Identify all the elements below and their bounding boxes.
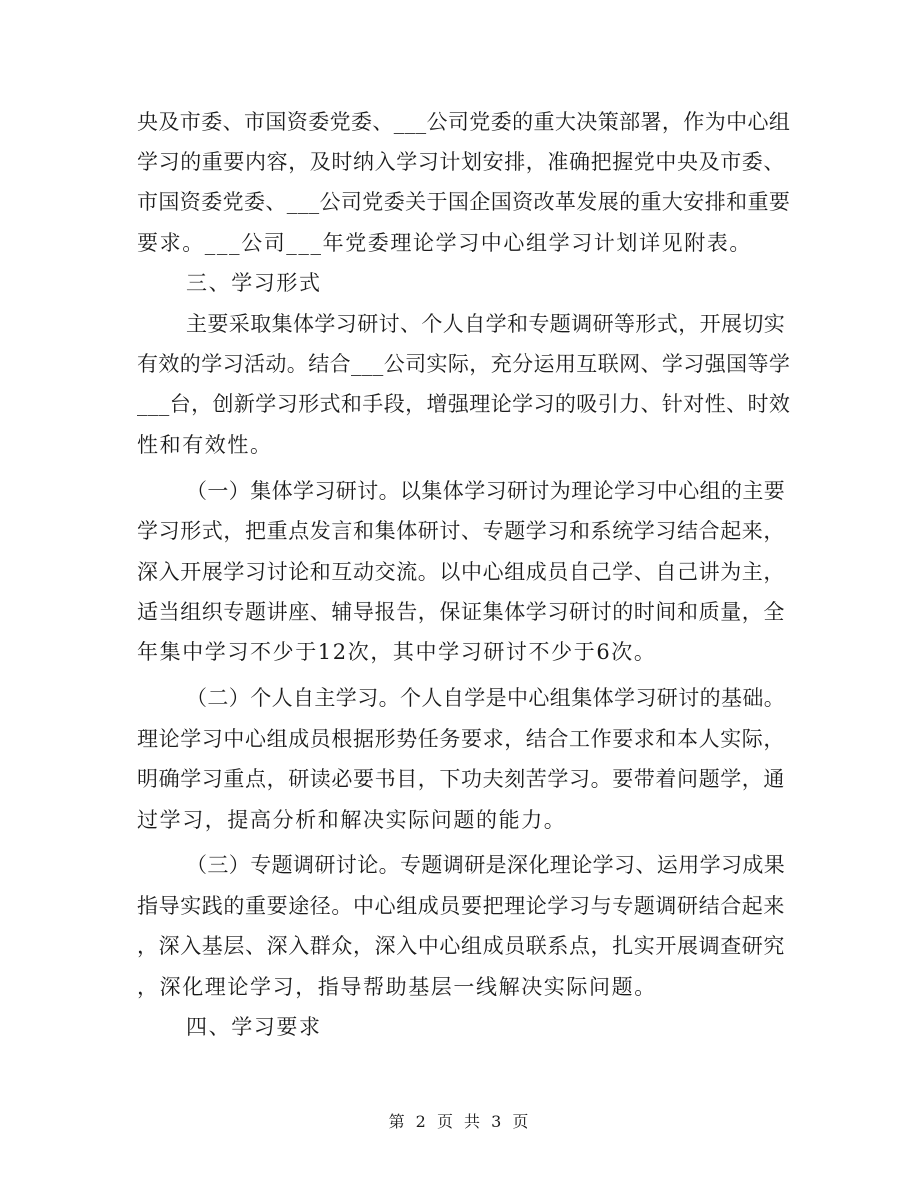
section-heading: 四、学习要求 — [186, 1015, 322, 1039]
body-line: （二）个人自主学习。个人自学是中心组集体学习研讨的基础。 — [186, 686, 786, 710]
body-line: 过学习，提高分析和解决实际问题的能力。 — [137, 808, 567, 832]
body-line: 年集中学习不少于12次，其中学习研讨不少于6次。 — [137, 640, 657, 664]
body-line: 市国资委党委、___公司党委关于国企国资改革发展的重大安排和重要 — [137, 190, 791, 214]
body-line: 适当组织专题讲座、辅导报告，保证集体学习研讨的时间和质量，全 — [137, 600, 785, 624]
body-line: 指导实践的重要途径。中心组成员要把理论学习与专题调研结合起来 — [137, 894, 785, 918]
body-line: 主要采取集体学习研讨、个人自学和专题调研等形式，开展切实 — [186, 312, 786, 336]
body-line: 学习形式，把重点发言和集体研讨、专题学习和系统学习结合起来， — [137, 519, 785, 543]
body-line: ，深化理论学习，指导帮助基层一线解决实际问题。 — [137, 975, 657, 999]
body-line: 性和有效性。 — [137, 433, 273, 457]
body-line: ___台，创新学习形式和手段，增强理论学习的吸引力、针对性、时效 — [137, 392, 791, 416]
section-heading: 三、学习形式 — [186, 271, 322, 295]
body-line: 有效的学习活动。结合___公司实际，充分运用互联网、学习强国等学 — [137, 352, 791, 376]
body-line: 理论学习中心组成员根据形势任务要求，结合工作要求和本人实际， — [137, 727, 785, 751]
body-line: 深入开展学习讨论和互动交流。以中心组成员自己学、自己讲为主， — [137, 560, 785, 584]
body-line: 明确学习重点，研读必要书目，下功夫刻苦学习。要带着问题学，通 — [137, 767, 785, 791]
body-line: 央及市委、市国资委党委、___公司党委的重大决策部署，作为中心组 — [137, 110, 791, 134]
body-line: ，深入基层、深入群众，深入中心组成员联系点，扎实开展调查研究 — [137, 934, 785, 958]
body-line: （三）专题调研讨论。专题调研是深化理论学习、运用学习成果 — [186, 853, 786, 877]
body-line: 学习的重要内容，及时纳入学习计划安排，准确把握党中央及市委、 — [137, 150, 785, 174]
page-number-footer: 第 2 页 共 3 页 — [388, 1112, 532, 1131]
body-line: （一）集体学习研讨。以集体学习研讨为理论学习中心组的主要 — [186, 479, 786, 503]
body-line: 要求。___公司___年党委理论学习中心组学习计划详见附表。 — [137, 231, 752, 255]
